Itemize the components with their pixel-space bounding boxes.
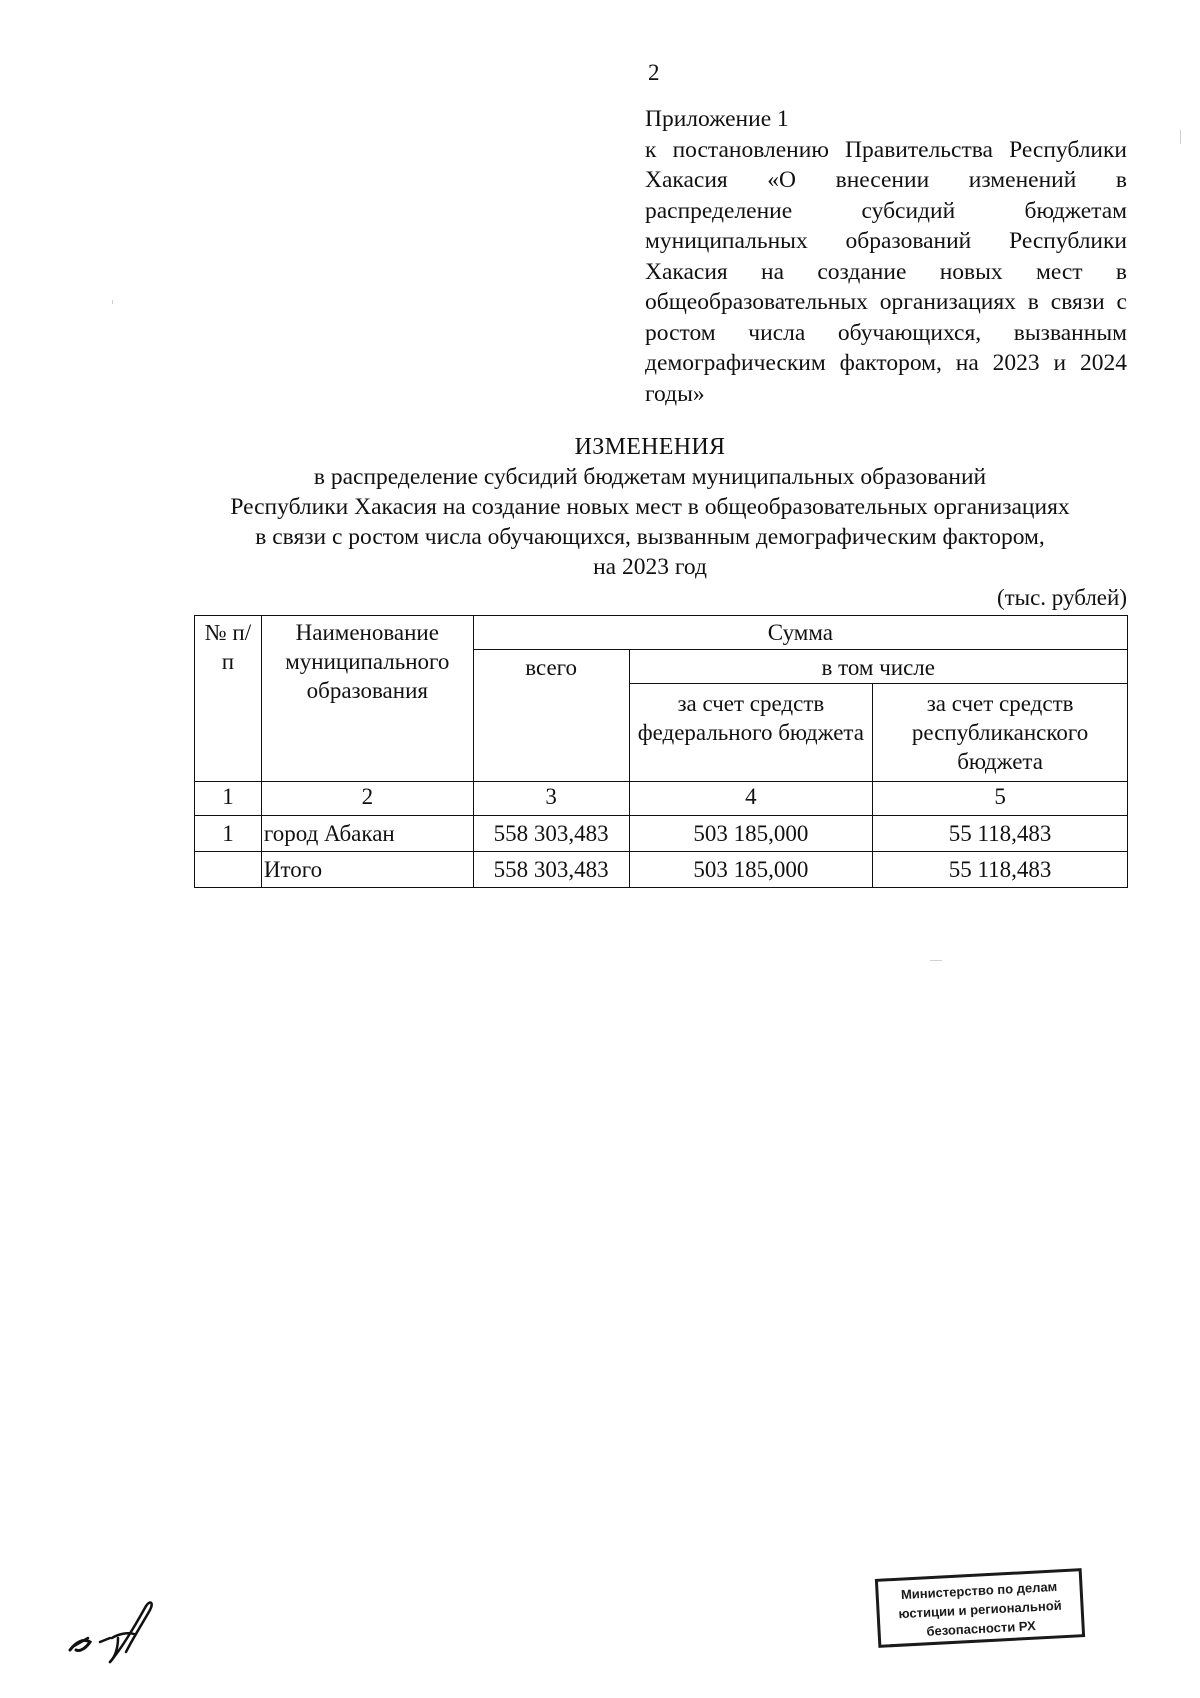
header-sum: Сумма <box>473 616 1127 650</box>
row-name: Итого <box>261 852 473 888</box>
document-title <box>150 432 1150 582</box>
signature-initials <box>66 1598 176 1668</box>
title-line-4: на 2023 год <box>593 554 707 580</box>
column-number: 2 <box>261 782 473 816</box>
scan-speck <box>1180 130 1181 144</box>
units-label: (тыс. рублей) <box>996 585 1127 610</box>
row-federal: 503 185,000 <box>629 816 873 852</box>
title-main: ИЗМЕНЕНИЯ <box>574 434 726 460</box>
stamp-line-3: безопасности РХ <box>926 1618 1037 1639</box>
table-row <box>195 816 1128 852</box>
row-name: город Абакан <box>261 816 473 852</box>
scan-speck <box>930 960 942 961</box>
row-total: 558 303,483 <box>473 816 629 852</box>
appendix-block <box>645 104 1127 409</box>
column-number: 4 <box>629 782 873 816</box>
scan-speck <box>112 300 113 304</box>
header-total: всего <box>473 650 629 782</box>
row-number: 1 <box>195 816 262 852</box>
header-number: № п/п <box>195 616 262 782</box>
header-federal: за счет средств федерального бюджета <box>629 684 873 782</box>
appendix-heading: Приложение 1 <box>645 106 789 132</box>
row-total: 558 303,483 <box>473 852 629 888</box>
stamp-line-2: юстиции и региональной <box>898 1597 1063 1622</box>
column-number: 3 <box>473 782 629 816</box>
appendix-text: к постановлению Правительства Республики Хакасия «О внесении изменений в распределение субсидий бюджетам муниципальных образований Республики Хакасия на создание новых мест в общеобразовательных организациях в связи с ростом числа обучающихся, вызванным демографическим фактором, на 2023 и 2024 годы» <box>645 136 1127 407</box>
column-number: 1 <box>195 782 262 816</box>
header-including: в том числе <box>629 650 1127 684</box>
row-number <box>195 852 262 888</box>
ministry-stamp <box>873 1567 1086 1650</box>
title-line-1: в распределение субсидий бюджетам муниципальных образований <box>313 464 987 490</box>
title-line-3: в связи с ростом числа обучающихся, вызванным демографическим фактором, <box>255 524 1045 550</box>
row-federal: 503 185,000 <box>629 852 873 888</box>
header-republican: за счет средств республиканского бюджета <box>873 684 1128 782</box>
row-republican: 55 118,483 <box>873 816 1128 852</box>
stamp-line-1: Министерство по делам <box>900 1578 1058 1603</box>
page-number: 2 <box>648 60 660 85</box>
table-row-total <box>195 852 1128 888</box>
column-numbers-row <box>195 782 1128 816</box>
row-republican: 55 118,483 <box>873 852 1128 888</box>
header-name: Наименование муниципального образования <box>261 616 473 782</box>
title-line-2: Республики Хакасия на создание новых мест в общеобразовательных организациях <box>230 494 1070 520</box>
subsidy-table <box>194 615 1128 888</box>
column-number: 5 <box>873 782 1128 816</box>
